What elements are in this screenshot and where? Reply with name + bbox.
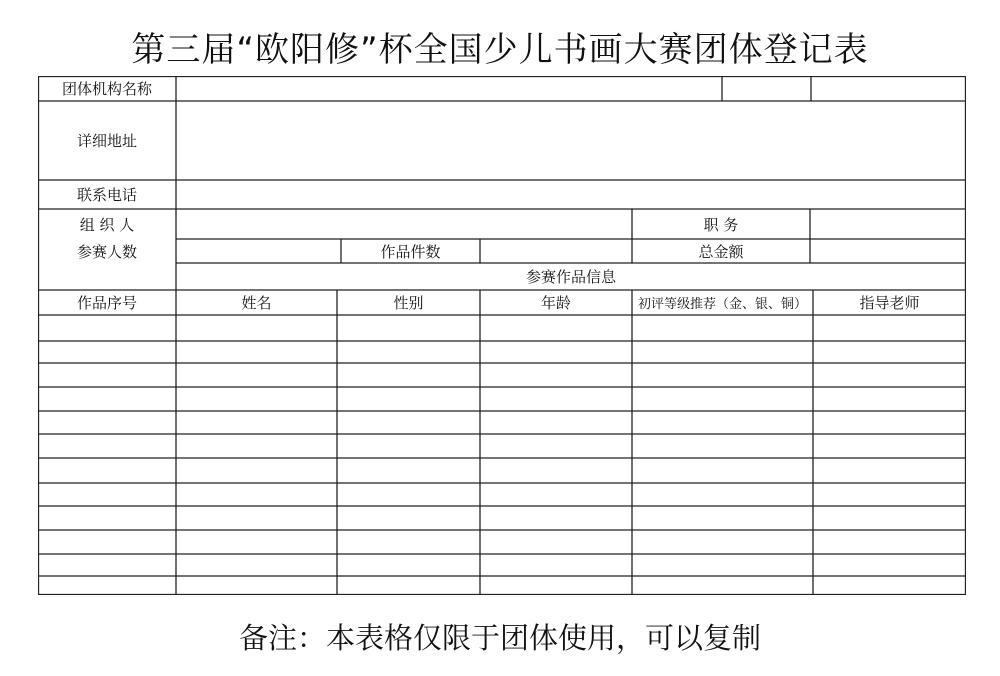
label-phone: 联系电话: [76, 186, 137, 204]
form-title: 第三届“欧阳修”杯全国少儿书画大赛团体登记表: [131, 30, 869, 70]
position-field[interactable]: [811, 210, 965, 239]
column-header: 性别: [393, 294, 424, 312]
total-amount-field[interactable]: [811, 240, 965, 263]
label-participants: 参赛人数: [76, 242, 137, 261]
registration-form: [38, 76, 966, 595]
label-address: 详细地址: [76, 132, 137, 150]
address-field[interactable]: [177, 102, 965, 180]
label-organizer: 组 织 人: [79, 215, 135, 234]
column-header: 初评等级推荐（金、银、铜）: [637, 297, 807, 312]
column-header: 指导老师: [859, 294, 920, 312]
label-works-info: 参赛作品信息: [525, 268, 616, 286]
label-total-amount: 总金额: [698, 242, 744, 261]
group-extra-field-1[interactable]: [723, 77, 811, 101]
work-count-field[interactable]: [481, 240, 632, 263]
column-header: 作品序号: [76, 294, 137, 312]
group-name-field[interactable]: [177, 77, 722, 101]
label-position: 职 务: [703, 215, 739, 234]
phone-field[interactable]: [177, 181, 965, 209]
column-header: 姓名: [241, 294, 272, 312]
column-header: 年龄: [540, 294, 571, 312]
label-work-count: 作品件数: [380, 242, 441, 261]
label-group-name: 团体机构名称: [61, 80, 152, 98]
group-extra-field-2[interactable]: [812, 77, 965, 101]
footnote: 备注：本表格仅限于团体使用，可以复制: [238, 621, 761, 655]
organizer-field[interactable]: [177, 210, 632, 239]
participants-field[interactable]: [177, 240, 341, 263]
